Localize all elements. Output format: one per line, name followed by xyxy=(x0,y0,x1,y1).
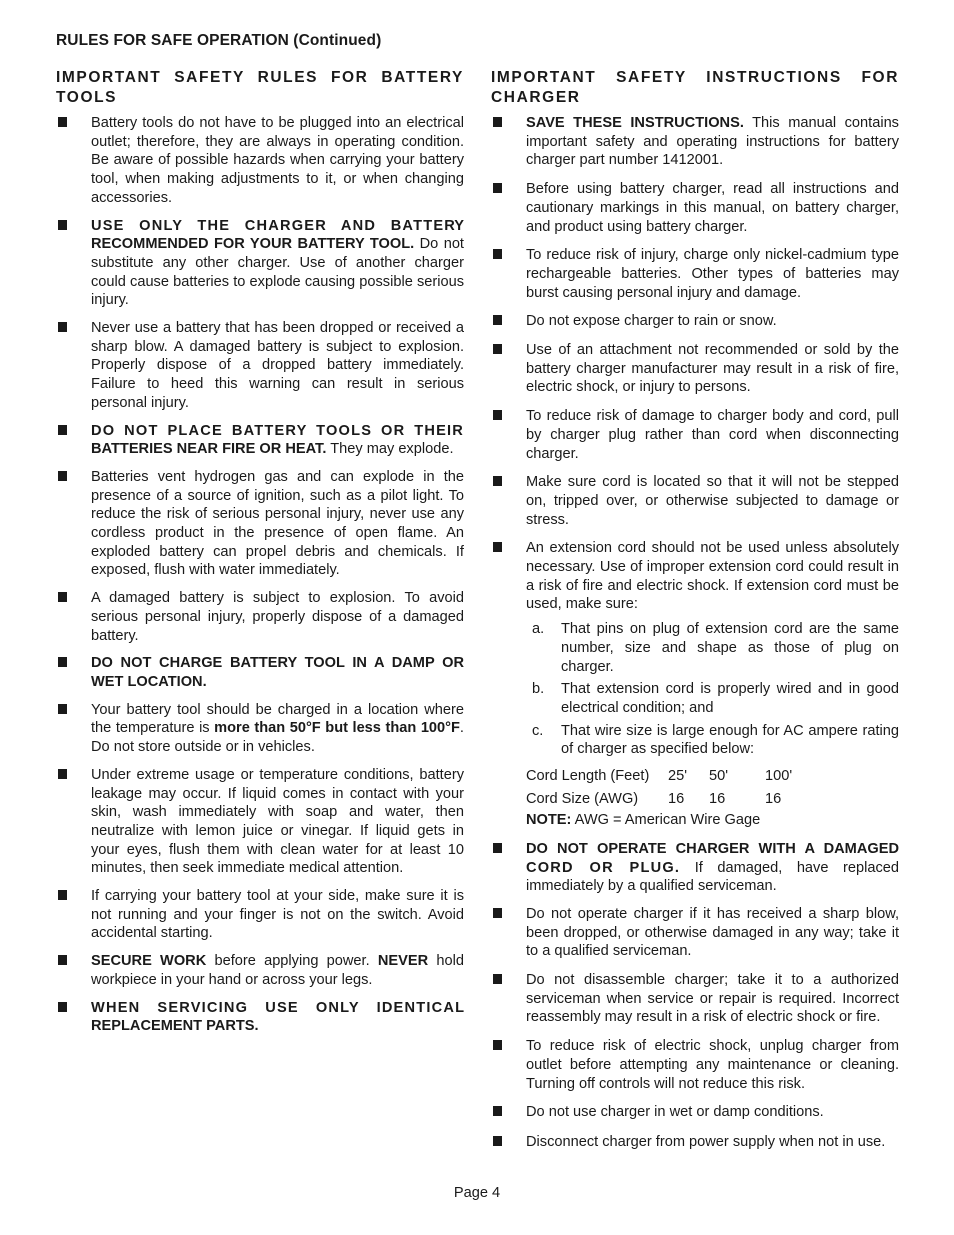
square-bullet-icon xyxy=(58,769,67,779)
charger-column xyxy=(491,68,899,1152)
charger-rule xyxy=(491,114,899,170)
rule-text: Do not use charger in wet or damp conditions. xyxy=(526,1104,824,1121)
square-bullet-icon xyxy=(58,1002,67,1012)
awg-note xyxy=(526,811,899,830)
rule-text: Under extreme usage or temperature conditions, battery leakage may occur. If liquid comes in contact with your skin, wash immediately with soap and water, then neutralize with lemon juice or vinegar. If liquid gets in your eyes, flush them with clean water for at least 10 minutes, then seek immediate medical attention. xyxy=(91,766,464,877)
square-bullet-icon xyxy=(493,542,502,552)
rule-text: before applying power. xyxy=(206,953,378,970)
charger-rule xyxy=(491,1037,899,1093)
condition-text: That pins on plug of extension cord are the same number, size and shape as those of plug on charger. xyxy=(561,621,899,675)
square-bullet-icon xyxy=(58,471,67,481)
extension-cord-conditions xyxy=(526,620,899,759)
square-bullet-icon xyxy=(58,322,67,332)
cord-table-cell: Cord Length (Feet) xyxy=(526,768,650,785)
battery-tool-rule xyxy=(56,589,464,645)
square-bullet-icon xyxy=(58,220,67,230)
charger-rules-list-b xyxy=(491,840,899,1152)
charger-rule xyxy=(491,1103,899,1122)
extension-cord-rule xyxy=(491,539,899,829)
square-bullet-icon xyxy=(493,1040,502,1050)
cord-table-cell: Cord Size (AWG) xyxy=(526,791,639,808)
cord-size-table xyxy=(526,765,899,811)
cord-table-cell: 16 xyxy=(765,791,782,808)
note-text: AWG = American Wire Gage xyxy=(571,812,761,829)
extension-cord-condition xyxy=(526,620,899,676)
square-bullet-icon xyxy=(493,410,502,420)
rule-text: RECOMMENDED FOR YOUR BATTERY TOOL. xyxy=(91,236,415,253)
battery-tool-rule xyxy=(56,887,464,943)
rule-text: CORD OR PLUG. xyxy=(526,859,681,876)
charger-rule xyxy=(491,473,899,529)
rule-text: To reduce risk of electric shock, unplug charger from outlet before attempting any maintenance or cleaning. Turning off controls will not reduce this risk. xyxy=(526,1038,899,1092)
condition-text: That extension cord is properly wired and in good electrical condition; and xyxy=(561,681,899,716)
square-bullet-icon xyxy=(493,183,502,193)
square-bullet-icon xyxy=(493,117,502,127)
rule-text: Make sure cord is located so that it will not be stepped on, tripped over, or otherwise subjected to damage or stress. xyxy=(526,474,899,528)
rule-text: Disconnect charger from power supply when not in use. xyxy=(526,1133,886,1150)
battery-tools-section-title: IMPORTANT SAFETY RULES FOR BATTERY TOOLS xyxy=(56,69,464,106)
cord-table-cell: 16 xyxy=(709,791,726,808)
rule-text: SAVE THESE INSTRUCTIONS. xyxy=(526,115,744,131)
charger-rule xyxy=(491,341,899,397)
battery-tool-rule xyxy=(56,114,464,208)
rule-text: Do not disassemble charger; take it to a authorized serviceman when service or repair is required. Incorrect reassembly may result in a risk of electric shock or fire. xyxy=(526,972,899,1026)
square-bullet-icon xyxy=(493,344,502,354)
battery-tool-rule xyxy=(56,468,464,580)
cord-table-row xyxy=(526,765,899,788)
cord-table-row xyxy=(526,788,899,811)
rule-text: To reduce risk of damage to charger body and cord, pull by charger plug rather than cord when disconnecting charger. xyxy=(526,408,899,462)
rule-text: NEVER xyxy=(377,953,429,970)
battery-tools-rules-list xyxy=(56,114,464,1036)
charger-rule xyxy=(491,971,899,1027)
rule-text: Your battery tool should be charged in a location where the temperature is xyxy=(91,701,464,737)
battery-tool-rule xyxy=(56,422,464,459)
condition-letter: c. xyxy=(532,722,544,739)
battery-tools-column xyxy=(56,68,464,1036)
rule-text: If carrying your battery tool at your side, make sure it is not running and your finger is not on the switch. Avoid accidental starting. xyxy=(91,888,464,942)
rule-text: To reduce risk of injury, charge only nickel-cadmium type rechargeable batteries. Other types of batteries may burst causing personal injury and damage. xyxy=(526,247,899,301)
battery-tool-rule xyxy=(56,319,464,413)
extension-cord-condition xyxy=(526,722,899,759)
cord-table-cell: 25' xyxy=(668,768,688,785)
charger-section-title: IMPORTANT SAFETY INSTRUCTIONS FOR CHARGER xyxy=(491,69,899,106)
charger-rule xyxy=(491,180,899,236)
charger-rule xyxy=(491,905,899,961)
rule-text: Never use a battery that has been dropped or received a sharp blow. A damaged battery is subject to explosion. Properly dispose of a dropped battery immediately. Failure to heed this warning can result in serious personal injury. xyxy=(91,320,464,411)
rule-text: Battery tools do not have to be plugged into an electrical outlet; therefore, they are always in operating condition. Be aware of possible hazards when carrying your battery tool, when making adjustments to it, or when changing accessories. xyxy=(91,115,464,206)
cord-table-cell: 16 xyxy=(668,791,685,808)
square-bullet-icon xyxy=(58,117,67,127)
battery-tool-rule xyxy=(56,952,464,989)
square-bullet-icon xyxy=(493,974,502,984)
note-label: NOTE: xyxy=(526,812,572,829)
battery-tool-rule xyxy=(56,766,464,878)
cord-table-cell: 100' xyxy=(765,768,793,785)
square-bullet-icon xyxy=(58,890,67,900)
square-bullet-icon xyxy=(58,704,67,714)
square-bullet-icon xyxy=(493,476,502,486)
square-bullet-icon xyxy=(58,425,67,435)
battery-tool-rule xyxy=(56,217,464,311)
battery-tool-rule xyxy=(56,999,464,1036)
square-bullet-icon xyxy=(493,315,502,325)
cord-table-cell: 50' xyxy=(709,768,729,785)
battery-tool-rule xyxy=(56,701,464,757)
square-bullet-icon xyxy=(58,592,67,602)
charger-rule xyxy=(491,312,899,331)
rule-text: DO NOT PLACE BATTERY TOOLS OR THEIR xyxy=(91,422,464,439)
rule-text: Do not substitute any other charger. Use of another charger could cause batteries to explode causing possible serious injury. xyxy=(91,236,464,309)
page-number: Page 4 xyxy=(453,1185,501,1201)
rule-text: USE ONLY THE CHARGER AND BATTERY xyxy=(91,217,464,234)
rule-text: DO NOT OPERATE CHARGER WITH A DAMAGED xyxy=(526,840,899,857)
charger-rule xyxy=(491,840,899,896)
square-bullet-icon xyxy=(493,249,502,259)
rule-text: . Do not store outside or in vehicles. xyxy=(91,720,464,756)
square-bullet-icon xyxy=(58,657,67,667)
rule-text: BATTERIES NEAR FIRE OR HEAT. xyxy=(91,441,327,458)
rule-text: DO NOT CHARGE BATTERY TOOL IN A DAMP OR WET LOCATION. xyxy=(91,655,464,690)
rule-text: They may explode. xyxy=(326,441,454,458)
rule-text: SECURE WORK xyxy=(91,953,207,970)
rule-text: Do not operate charger if it has received a sharp blow, been dropped, or otherwise damaged in any way; take it to a qualified serviceman. xyxy=(526,905,899,960)
charger-rule xyxy=(491,246,899,302)
condition-letter: b. xyxy=(532,681,545,698)
square-bullet-icon xyxy=(493,843,502,853)
rule-text: Before using battery charger, read all instructions and cautionary markings in this manual, on battery charger, and product using battery charger. xyxy=(526,181,899,235)
square-bullet-icon xyxy=(493,1136,502,1146)
page-header: RULES FOR SAFE OPERATION (Continued) xyxy=(56,32,382,49)
battery-tool-rule xyxy=(56,654,464,691)
square-bullet-icon xyxy=(58,955,67,965)
charger-rule xyxy=(491,1133,899,1152)
condition-letter: a. xyxy=(532,621,545,638)
condition-text: That wire size is large enough for AC ampere rating of charger as specified below: xyxy=(561,722,899,758)
rule-text: REPLACEMENT PARTS. xyxy=(91,1018,259,1035)
extension-cord-text: An extension cord should not be used unless absolutely necessary. Use of improper extension cord could result in a risk of fire and electric shock. If extension cord must be used, make sure: xyxy=(526,540,899,613)
charger-rule xyxy=(491,407,899,463)
extension-cord-condition xyxy=(526,680,899,717)
rule-text: A damaged battery is subject to explosion. To avoid serious personal injury, properly dispose of a damaged battery. xyxy=(91,590,464,644)
rule-text: This manual contains important safety and operating instructions for battery charger part number 1412001. xyxy=(526,115,899,169)
square-bullet-icon xyxy=(493,1106,502,1116)
rule-text: Batteries vent hydrogen gas and can explode in the presence of a source of ignition, such as a pilot light. To reduce the risk of serious personal injury, never use any cordless product in the presence of open flame. An exploded battery can propel debris and chemicals. If exposed, flush with water immediately. xyxy=(91,468,464,579)
charger-rules-list-a xyxy=(491,114,899,529)
rule-text: WHEN SERVICING USE ONLY IDENTICAL xyxy=(91,999,464,1016)
rule-text: hold workpiece in your hand or across your legs. xyxy=(91,953,464,988)
rule-text: If damaged, have replaced immediately by a qualified serviceman. xyxy=(526,859,899,895)
rule-text: more than 50°F but less than 100°F xyxy=(214,720,460,737)
rule-text: Use of an attachment not recommended or sold by the battery charger manufacturer may result in a risk of fire, electric shock, or injury to persons. xyxy=(526,342,899,396)
square-bullet-icon xyxy=(493,908,502,918)
rule-text: Do not expose charger to rain or snow. xyxy=(526,313,777,330)
